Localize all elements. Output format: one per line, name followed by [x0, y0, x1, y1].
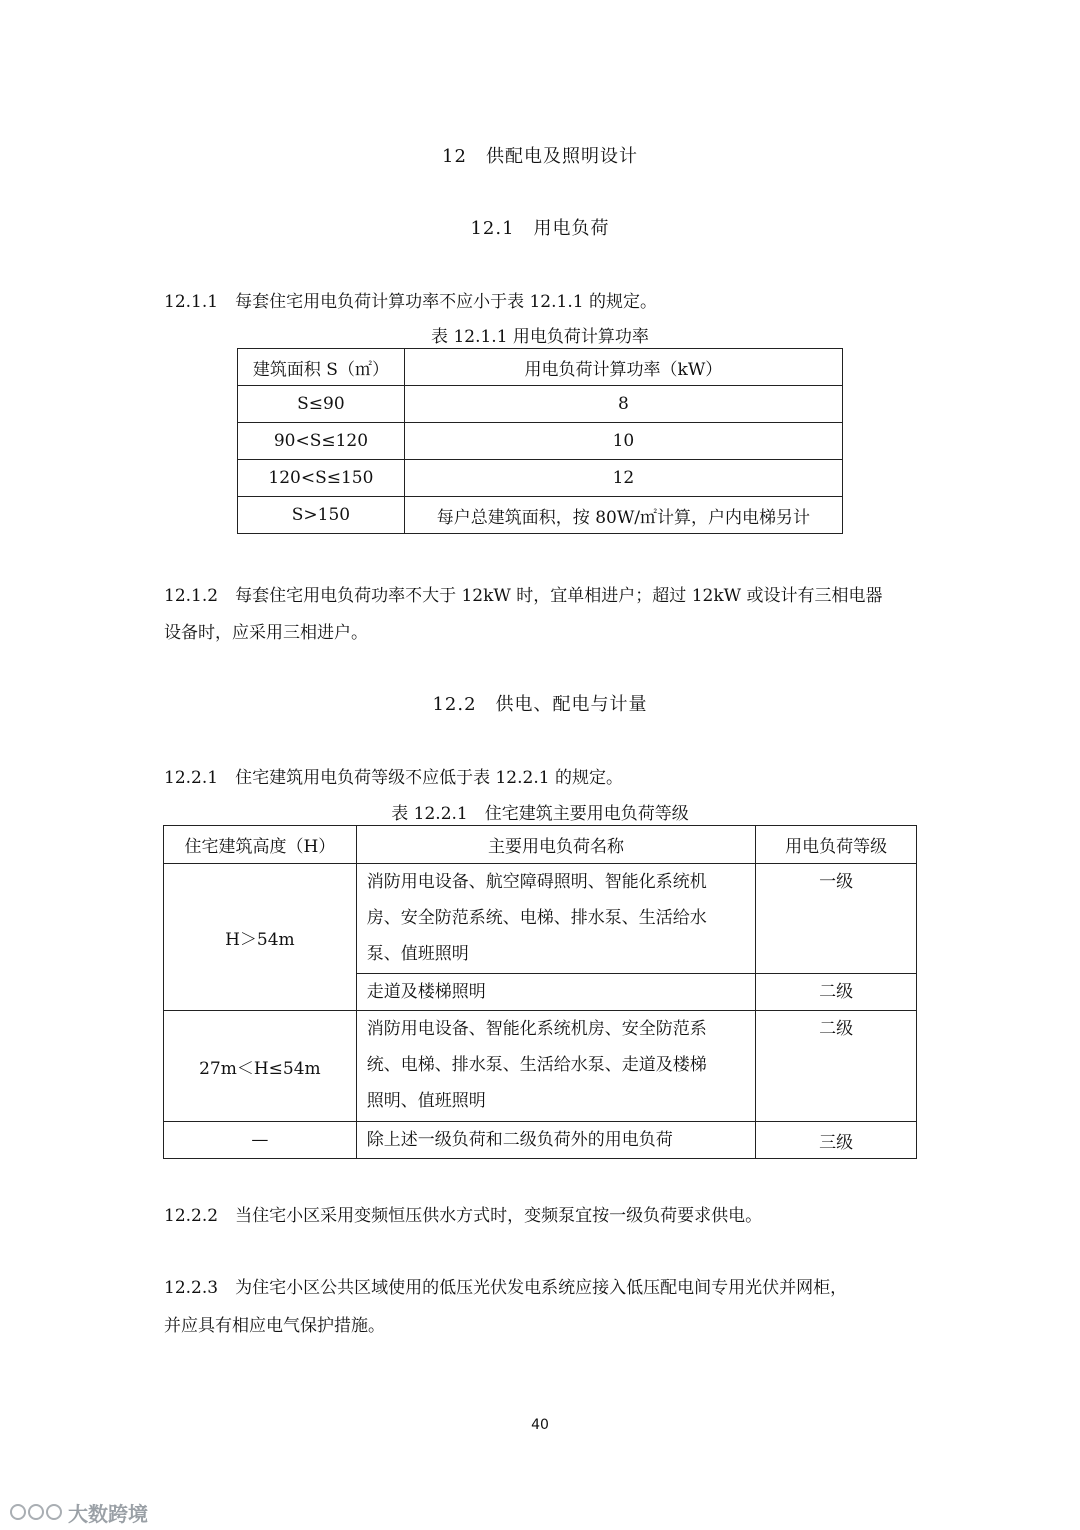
level-cell: 二级	[756, 1011, 917, 1122]
load-name-cell	[356, 864, 755, 974]
power-cell: 8	[404, 386, 842, 423]
load-power-table	[237, 348, 843, 534]
table-12-2-1-caption: 表 12.2.1 住宅建筑主要用电负荷等级	[391, 804, 689, 824]
load-name-line: 统、电梯、排水泵、生活给水泵、走道及楼梯	[366, 1055, 707, 1075]
section-12-2-title: 12.2 供电、配电与计量	[432, 694, 648, 715]
table-row	[164, 1011, 917, 1122]
clause-12-2-1: 12.2.1 住宅建筑用电负荷等级不应低于表 12.2.1 的规定。	[164, 768, 623, 788]
watermark	[10, 1494, 148, 1530]
level-cell: 二级	[756, 974, 917, 1011]
header-area: 建筑面积 S（㎡）	[238, 349, 405, 386]
table-row	[238, 460, 843, 497]
clause-12-1-1: 12.1.1 每套住宅用电负荷计算功率不应小于表 12.1.1 的规定。	[164, 292, 657, 312]
table-row	[238, 386, 843, 423]
power-cell: 12	[404, 460, 842, 497]
load-name-line: 房、安全防范系统、电梯、排水泵、生活给水	[366, 908, 707, 928]
level-cell: 一级	[756, 864, 917, 974]
height-cell: H＞54m	[164, 864, 357, 1011]
area-cell: S≤90	[238, 386, 405, 423]
header-power: 用电负荷计算功率（kW）	[404, 349, 842, 386]
header-load-name: 主要用电负荷名称	[356, 826, 755, 864]
table-12-1-1-caption: 表 12.1.1 用电负荷计算功率	[431, 327, 649, 347]
load-name-cell: 除上述一级负荷和二级负荷外的用电负荷	[356, 1122, 755, 1159]
clause-12-1-2-line2: 设备时，应采用三相进户。	[164, 623, 368, 643]
clause-12-2-2: 12.2.2 当住宅小区采用变频恒压供水方式时，变频泵宜按一级负荷要求供电。	[164, 1206, 763, 1226]
table-row	[238, 497, 843, 534]
clause-12-1-2-line1: 12.1.2 每套住宅用电负荷功率不大于 12kW 时，宜单相进户；超过 12kW 或设计有三相电器	[164, 586, 883, 606]
load-name-line: 消防用电设备、智能化系统机房、安全防范系	[366, 1019, 707, 1039]
level-cell: 三级	[756, 1122, 917, 1159]
height-cell: —	[164, 1122, 357, 1159]
section-12-1-title: 12.1 用电负荷	[470, 218, 610, 239]
load-level-table	[163, 825, 917, 1159]
table-header-row	[164, 826, 917, 864]
height-cell: 27m＜H≤54m	[164, 1011, 357, 1122]
power-cell: 10	[404, 423, 842, 460]
area-cell: 90<S≤120	[238, 423, 405, 460]
load-name-line: 照明、值班照明	[366, 1091, 486, 1111]
clause-12-2-3-line1: 12.2.3 为住宅小区公共区域使用的低压光伏发电系统应接入低压配电间专用光伏并网柜，	[164, 1278, 848, 1298]
watermark-logo-icon	[10, 1504, 62, 1520]
chapter-title: 12 供配电及照明设计	[442, 146, 638, 167]
table-row	[164, 1122, 917, 1159]
watermark-text: 大数跨境	[68, 1501, 148, 1526]
load-name-line: 泵、值班照明	[366, 944, 469, 964]
load-name-cell: 走道及楼梯照明	[356, 974, 755, 1011]
table-row	[164, 864, 917, 974]
load-name-cell	[356, 1011, 755, 1122]
table-row	[238, 423, 843, 460]
header-level: 用电负荷等级	[756, 826, 917, 864]
page-number: 40	[531, 1417, 549, 1433]
header-height: 住宅建筑高度（H）	[164, 826, 357, 864]
load-name-line: 消防用电设备、航空障碍照明、智能化系统机	[366, 872, 707, 892]
clause-12-2-3-line2: 并应具有相应电气保护措施。	[164, 1316, 385, 1336]
table-header-row	[238, 349, 843, 386]
area-cell: 120<S≤150	[238, 460, 405, 497]
area-cell: S>150	[238, 497, 405, 534]
power-cell: 每户总建筑面积，按 80W/㎡计算，户内电梯另计	[404, 497, 842, 534]
